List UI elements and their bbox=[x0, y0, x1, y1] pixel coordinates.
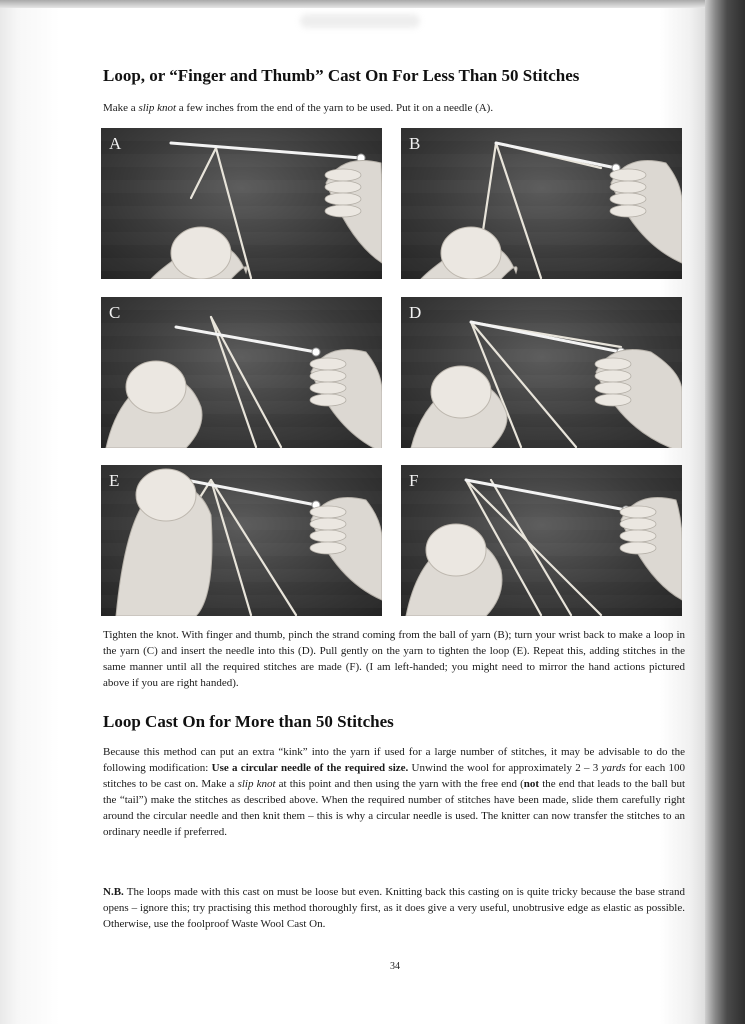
photo-step-label: D bbox=[409, 303, 422, 322]
method-emphasis-yards: yards bbox=[601, 762, 626, 774]
method-text-5: the end that leads to the ball but the “tail”) make the stitches as described above. When the required number of stitches have been made, slide them carefully right around the circular needle and then knit them – this is why a circular needle is used. The knitter can now transfer the stitches to an ordinary needle if preferred. bbox=[103, 778, 685, 838]
book-binding-shadow bbox=[705, 0, 745, 1024]
photo-step-c bbox=[101, 297, 382, 448]
method-bold-not: not bbox=[523, 778, 540, 790]
scan-top-edge bbox=[0, 0, 745, 8]
photo-illustration bbox=[401, 465, 682, 616]
photo-illustration bbox=[401, 297, 682, 448]
nb-text: The loops made with this cast on must be loose but even. Knitting back this casting on is quite tricky because the base strand opens – ignore this; try practising this method thoroughly first, as it does give a very useful, unobtrusive edge as elastic as possible. Otherwise, use the foolproof Waste Wool Cast On. bbox=[103, 886, 685, 930]
photo-illustration bbox=[101, 128, 382, 279]
photo-step-f bbox=[401, 465, 682, 616]
method-paragraph bbox=[103, 744, 685, 840]
method-emphasis-slip-knot: slip knot bbox=[237, 778, 276, 790]
nb-label: N.B. bbox=[103, 886, 124, 898]
photo-step-d bbox=[401, 297, 682, 448]
right-hand bbox=[620, 498, 682, 601]
nb-paragraph bbox=[103, 884, 685, 932]
right-hand bbox=[610, 161, 682, 264]
right-hand bbox=[310, 498, 382, 601]
intro-paragraph bbox=[103, 100, 683, 116]
method-text-3: for each 100 stitches to be cast on. Make a bbox=[103, 762, 685, 790]
intro-emphasis: slip knot bbox=[138, 102, 177, 114]
photo-grid bbox=[101, 128, 683, 618]
photo-illustration bbox=[101, 465, 382, 616]
photo-step-a bbox=[101, 128, 382, 279]
method-bold-circular-needle: Use a circular needle of the required size. bbox=[211, 762, 409, 774]
photo-step-label: F bbox=[409, 471, 419, 490]
photo-step-label: E bbox=[109, 471, 120, 490]
section-heading-more-than-50: Loop Cast On for More than 50 Stitches bbox=[103, 712, 394, 731]
intro-text-start: Make a bbox=[103, 102, 139, 114]
bleed-through-mark bbox=[300, 14, 420, 28]
method-text-1: Because this method can put an extra “kink” into the yarn if used for a large number of stitches, it may be advisable to do the following modification: bbox=[103, 746, 685, 774]
right-hand bbox=[325, 161, 382, 264]
method-text-4: at this point and then using the yarn with the free end ( bbox=[275, 778, 524, 790]
photo-step-b bbox=[401, 128, 682, 279]
page-number: 34 bbox=[390, 961, 400, 972]
photo-step-label: C bbox=[109, 303, 121, 322]
steps-paragraph: Tighten the knot. With finger and thumb, pinch the strand coming from the ball of yarn (B); turn your wrist back to make a loop in the yarn (C) and insert the needle into this (D). Pull gently on the yarn to tighten the loop (E). Repeat this, adding stitches in the same manner until all the required stitches are made (F). (I am left-handed; you might need to mirror the hand actions pictured above if you are right handed). bbox=[103, 629, 685, 689]
needle-end-knob bbox=[312, 348, 320, 356]
photo-illustration bbox=[401, 128, 682, 279]
photo-illustration bbox=[101, 297, 382, 448]
photo-step-label: B bbox=[409, 134, 421, 153]
section-heading-less-than-50: Loop, or “Finger and Thumb” Cast On For Less Than 50 Stitches bbox=[103, 66, 580, 85]
photo-step-label: A bbox=[109, 134, 122, 153]
method-text-2: Unwind the wool for approximately 2 – 3 bbox=[408, 762, 602, 774]
intro-text-end: a few inches from the end of the yarn to be used. Put it on a needle (A). bbox=[176, 102, 494, 114]
photo-step-e bbox=[101, 465, 382, 616]
